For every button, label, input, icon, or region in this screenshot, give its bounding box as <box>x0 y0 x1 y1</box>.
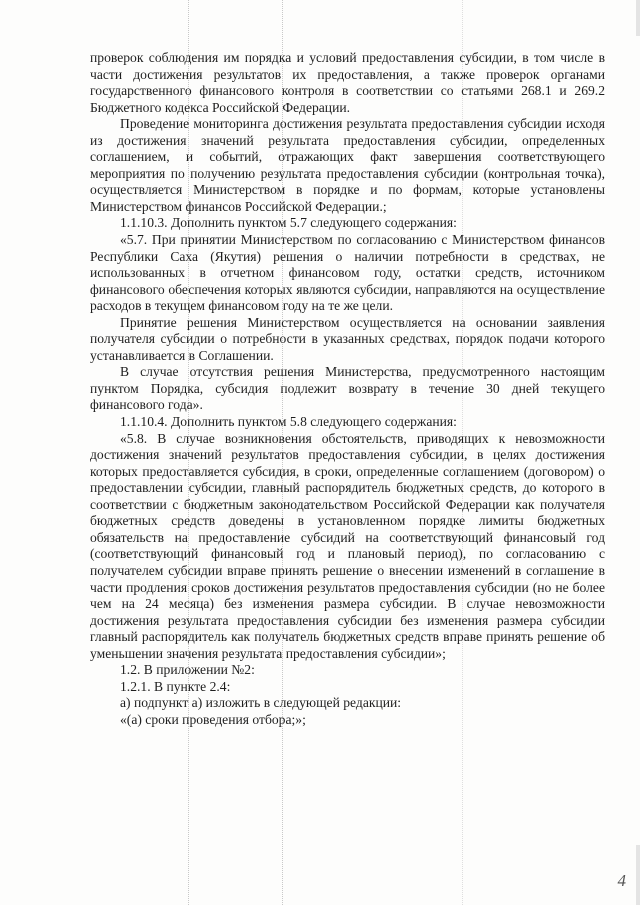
paragraph-audit-checks: проверок соблюдения им порядка и условий предоставления субсидии, в том числе в части достижения результатов их предоставления, а также проверок органами государственного финансового контроля в соответствии со статьями 268.1 и 269.2 Бюджетного кодекса Российской Федерации. <box>90 50 605 115</box>
paragraph-subitem-a: а) подпункт а) изложить в следующей редакции: <box>120 695 402 711</box>
scan-edge-shadow <box>636 0 640 36</box>
paragraph-clause-5-8: «5.8. В случае возникновения обстоятельств, приводящих к невозможности достижения значений результатов предоставления субсидии, в целях достижения которых предоставляется субсидия, в сроки, определенные соглашением (договором) о предоставлении субсидии, главный распорядитель бюджетных средств, до которого в соответствии с бюджетным законодательством Российской Федерации как получателя бюджетных средств доведены в установленном порядке лимиты бюджетных обязательств на предоставление субсидий на соответствующий финансовый год (соответствующий финансовый год и плановый период), по согласованию с получателем субсидии вправе принять решение о внесении изменений в соглашение в части продления сроков достижения результатов предоставления субсидии (но не более чем на 24 месяца) без изменения размера субсидии. В случае невозможности достижения результата предоставления субсидии без изменения размера субсидии главный распорядитель как получатель бюджетных средств вправе принять решение об уменьшении значения результата предоставления субсидии»; <box>90 430 605 661</box>
paragraph-annex-2: 1.2. В приложении №2: <box>120 662 255 678</box>
paragraph-monitoring: Проведение мониторинга достижения результата предоставления субсидии исходя из достижения значений результата предоставления субсидии, определенных соглашением, и событий, отражающих факт завершения соответствующего мероприятия по получению результата предоставления субсидии (контрольная точка), осуществляется Министерством в порядке и по формам, которые установлены Министерством финансов Российской Федерации.; <box>90 116 605 214</box>
paragraph-amendment-5-7-heading: 1.1.10.3. Дополнить пунктом 5.7 следующего содержания: <box>120 215 457 231</box>
paragraph-item-2-4: 1.2.1. В пункте 2.4: <box>120 678 231 694</box>
paragraph-decision-basis: Принятие решения Министерством осуществляется на основании заявления получателя субсидии о потребности в указанных средствах, порядок подачи которого устанавливается в Соглашении. <box>90 314 605 363</box>
paragraph-refund: В случае отсутствия решения Министерства, предусмотренного настоящим пунктом Порядка, субсидия подлежит возврату в течение 30 дней текущего финансового года». <box>90 364 605 413</box>
paragraph-selection-terms: «(а) сроки проведения отбора;»; <box>120 711 306 727</box>
document-body <box>90 50 605 728</box>
scan-edge-shadow <box>636 845 640 905</box>
paragraph-clause-5-7: «5.7. При принятии Министерством по согласованию с Министерством финансов Республики Саха (Якутия) решения о наличии потребности в средствах, не использованных в отчетном финансовом году, остатки средств, источником финансового обеспечения которых являются субсидии, направляются на осуществление расходов в текущем финансовом году на те же цели. <box>90 232 605 314</box>
paragraph-amendment-5-8-heading: 1.1.10.4. Дополнить пунктом 5.8 следующего содержания: <box>120 414 457 430</box>
page-number: 4 <box>617 871 626 890</box>
